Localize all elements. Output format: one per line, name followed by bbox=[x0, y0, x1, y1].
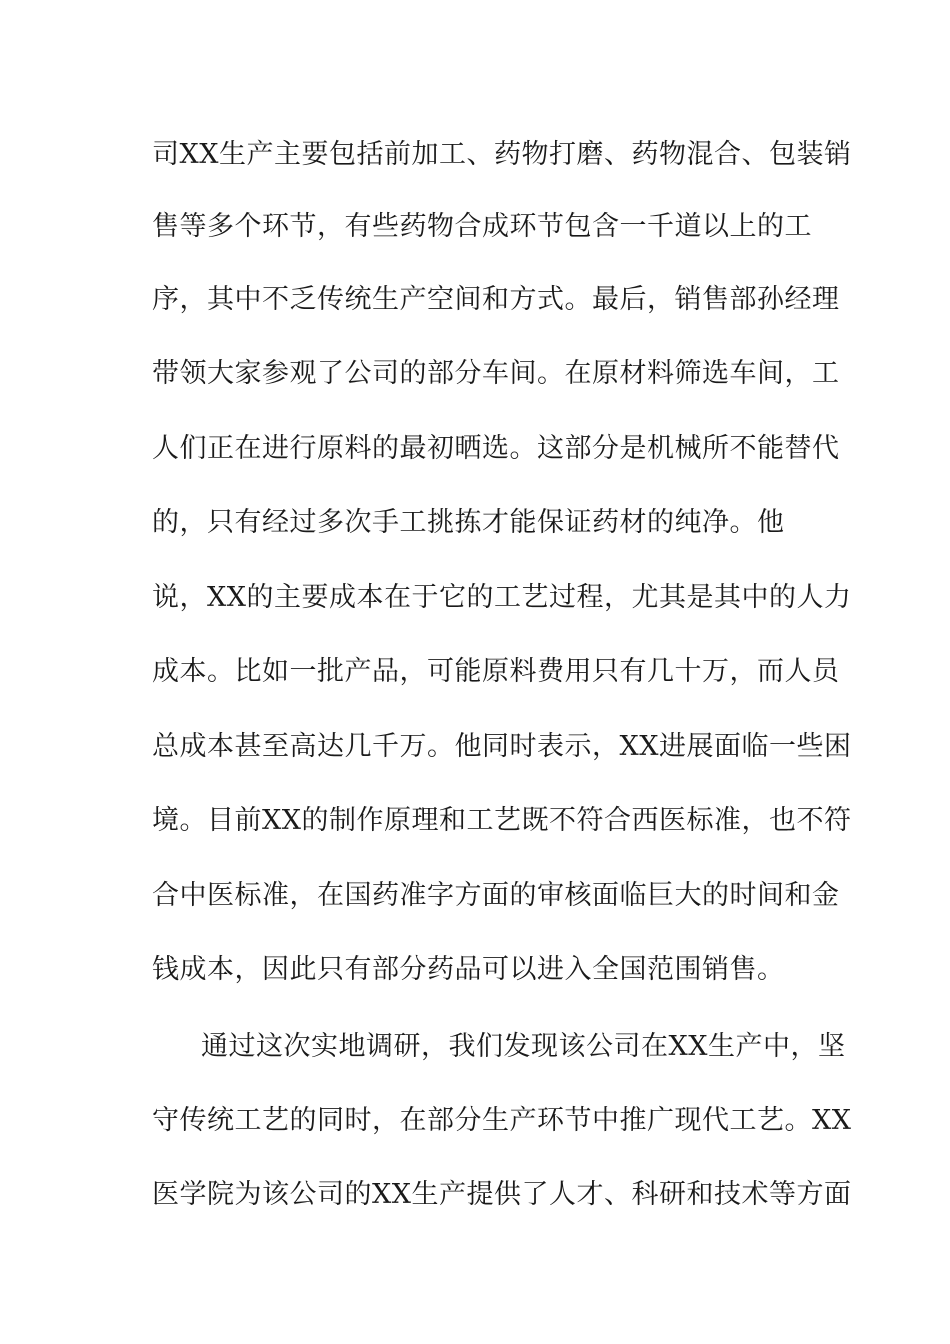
paragraph-line: 售等多个环节，有些药物合成环节包含一千道以上的工 bbox=[152, 211, 812, 242]
paragraph-line: 人们正在进行原料的最初晒选。这部分是机械所不能替代 bbox=[152, 433, 840, 464]
paragraph-line: 成本。比如一批产品，可能原料费用只有几十万，而人员 bbox=[152, 656, 840, 687]
paragraph-line: 通过这次实地调研，我们发现该公司在XX生产中，坚 bbox=[201, 1031, 846, 1062]
paragraph-line: 的，只有经过多次手工挑拣才能保证药材的纯净。他 bbox=[152, 507, 785, 538]
paragraph-line: 合中医标准，在国药准字方面的审核面临巨大的时间和金 bbox=[152, 880, 840, 911]
paragraph-line: 带领大家参观了公司的部分车间。在原材料筛选车间，工 bbox=[152, 358, 840, 389]
paragraph-line: 司XX生产主要包括前加工、药物打磨、药物混合、包装销 bbox=[152, 139, 852, 170]
paragraph-line: 境。目前XX的制作原理和工艺既不符合西医标准，也不符 bbox=[152, 805, 852, 836]
paragraph-line: 医学院为该公司的XX生产提供了人才、科研和技术等方面 bbox=[152, 1179, 852, 1210]
paragraph-line: 守传统工艺的同时，在部分生产环节中推广现代工艺。XX bbox=[152, 1105, 852, 1136]
paragraph-line: 钱成本，因此只有部分药品可以进入全国范围销售。 bbox=[152, 954, 785, 985]
paragraph-line: 序，其中不乏传统生产空间和方式。最后，销售部孙经理 bbox=[152, 284, 840, 315]
paragraph-line: 说，XX的主要成本在于它的工艺过程，尤其是其中的人力 bbox=[152, 582, 852, 613]
paragraph-line: 总成本甚至高达几千万。他同时表示，XX进展面临一些困 bbox=[152, 731, 852, 762]
